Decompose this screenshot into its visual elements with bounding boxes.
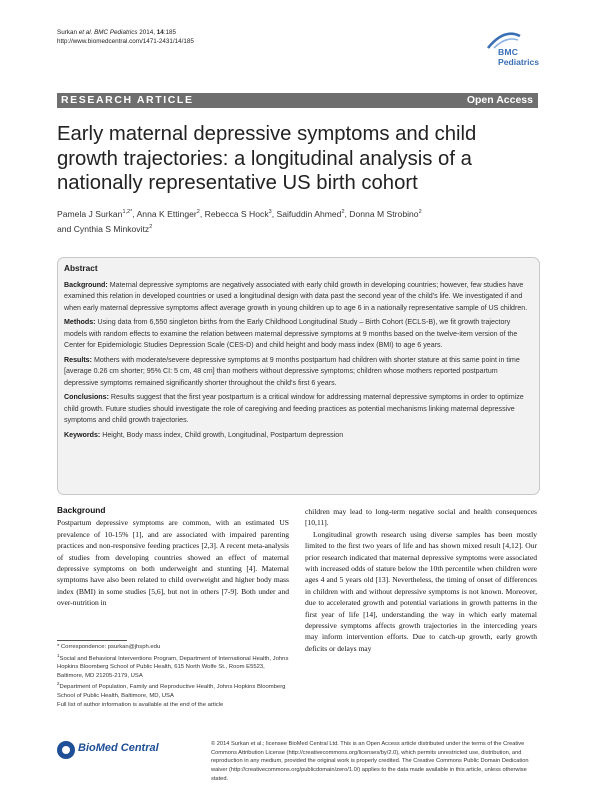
author-list: Pamela J Surkan$^{1,2*}$, Anna K Ettinger$^2$, Rebecca S Hock$^3$, Saifuddin Ahmed$^2$, Donna M Strobino$^2$ and Cynthia S Minkovitz$^2$ (57, 209, 422, 234)
abstract-methods-text: Using data from 6,550 singleton births from the Early Childhood Longitudinal Study – Birth Cohort (ECLS-B), we fit growth trajectory models with random effects to examine the relation between maternal depressive symptoms at 9 months based on the twelve-item version of the Center for Epidemiologic Studies Depression Scale (CES-D) and child height and body mass index (BMI) to age 6 years. (64, 318, 518, 350)
abstract-conclusions (64, 392, 532, 426)
abstract-background-text: Maternal depressive symptoms are negatively associated with early child growth in developing countries; however, few studies have examined this relation in developed countries or used a longitudinal design with data past the second year of the child's life. We investigated if and when early maternal depressive symptoms affect average growth in young children up to age 6 in a nationally representative sample of US children. (64, 281, 528, 312)
abstract-results-text: Mothers with moderate/severe depressive symptoms at 9 months postpartum had children with shorter stature at this same point in time [average 0.26 cm shorter; 95% CI: 5 cm, 48 cm] than mothers without depressive symptoms; children whose mothers reported postpartum depressive symptoms remained significantly shorter throughout the child's first 6 years. (64, 355, 520, 387)
article-type-banner (57, 93, 538, 108)
footnotes (57, 643, 289, 709)
biomed-central-icon (57, 741, 75, 759)
abstract-body (64, 280, 532, 445)
abstract-results-label: Results: (64, 355, 92, 364)
citation-journal: et al. BMC Pediatrics (78, 29, 138, 36)
body-column-left (57, 505, 289, 609)
background-paragraph-1: Postpartum depressive symptoms are common, with an estimated US prevalence of 10-15% [1], and are associated with impaired parenting practices and non-responsive feeding practices [2,3]. A recent meta-analysis of studies from developing countries showed an effect of maternal depressive symptoms on both underweight and stunting [4]. Maternal symptoms have also been related to child overweight and higher body mass index (BMI) in some studies [5,6], but not in others [7-9]. Both under and over-nutrition in (57, 518, 289, 608)
author-affiliation-marker: 1,2* (122, 209, 133, 215)
journal-logo-line2: Pediatrics (498, 57, 540, 67)
abstract-keywords (64, 430, 532, 441)
abstract-keywords-text: Height, Body mass index, Child growth, Longitudinal, Postpartum depression (100, 430, 344, 439)
footnote-divider (57, 640, 127, 641)
abstract-box (57, 257, 540, 495)
citation-volume: 14 (156, 29, 164, 36)
author-name: Pamela J Surkan (57, 209, 123, 219)
abstract-heading: Abstract (64, 263, 98, 273)
body-column-right (305, 506, 537, 654)
author-name: Saifuddin Ahmed (276, 209, 342, 219)
author-name: and Cynthia S Minkovitz (57, 224, 150, 234)
correspondence-email[interactable]: * Correspondence: psurkan@jhsph.edu (57, 644, 161, 650)
abstract-conclusions-text: Results suggest that the first year postpartum is a critical window for addressing maternal depressive symptoms in order to optimize child growth. Future studies should investigate the role of caregiving and feeding practices as potential mechanisms linking maternal depressive symptoms and child growth trajectories. (64, 393, 524, 425)
affiliation-1-text: Social and Behavioral Interventions Program, Department of International Health, Johns Hopkins Bloomberg School of Public Health, 615 North Wolfe St., Room E5523, Baltimore, MD 21205-2179, USA (57, 655, 289, 679)
publisher-logo (57, 738, 157, 762)
background-heading: Background (57, 505, 106, 515)
abstract-results (64, 355, 532, 389)
author-affiliation-marker: 2 (196, 209, 200, 215)
running-header (57, 29, 194, 46)
open-access-label: Open Access (466, 94, 533, 106)
background-paragraph-1-cont: children may lead to long-term negative social and health consequences [10,11]. (305, 507, 537, 528)
article-type-label: RESEARCH ARTICLE (61, 94, 194, 106)
author-name: Rebecca S Hock (204, 209, 269, 219)
journal-logo (484, 30, 544, 72)
affiliation-2-number: 2 (57, 681, 60, 687)
author-affiliation-marker: 2 (341, 209, 345, 215)
citation-line (57, 29, 194, 38)
citation-authors: Surkan (57, 29, 77, 36)
article-url[interactable]: http://www.biomedcentral.com/1471-2431/14/185 (57, 37, 194, 45)
author-affiliation-marker: 3 (268, 209, 272, 215)
author-name: Anna K Ettinger (136, 209, 197, 219)
abstract-methods (64, 317, 532, 351)
journal-logo-line1: BMC (498, 47, 519, 57)
citation-year: 2014, (137, 29, 157, 36)
citation-page: :185 (163, 29, 177, 36)
abstract-methods-label: Methods: (64, 318, 96, 327)
background-paragraph-2: Longitudinal growth research using diverse samples has been mostly limited to the first two years of life and has shown mixed result [4,12]. Our prior research indicated that maternal depressive symptoms were associated with increased odds of stature below the 10th percentile when children were ages 4 and 5 years old [13]. Nevertheless, the timing of onset of differences in children with and without depressive symptoms is not known. Moreover, due to accelerated growth and potential variations in growth patterns in the first year of life [14], understanding the way in which early maternal depressive symptoms affects growth trajectories in the interceding years may inform intervention efforts. Due to catch-up growth, early growth deficits or delays may (305, 529, 537, 653)
article-title: Early maternal depressive symptoms and child growth trajectories: a longitudinal analysis of a nationally representative US birth cohort (57, 123, 477, 194)
publisher-name: BioMed Central (78, 742, 159, 754)
abstract-keywords-label: Keywords: (64, 430, 101, 439)
author-affiliation-marker: 2 (418, 209, 422, 215)
author-name: Donna M Strobino (349, 209, 419, 219)
author-info-note: Full list of author information is available at the end of the article (57, 701, 224, 708)
affiliation-2 (57, 680, 289, 700)
abstract-background (64, 280, 532, 314)
affiliation-2-text: Department of Population, Family and Reproductive Health, Johns Hopkins Bloomberg School of Public Health, Baltimore, MD, USA (57, 684, 286, 699)
author-affiliation-marker: 2 (149, 224, 153, 230)
affiliation-1 (57, 652, 289, 681)
abstract-background-label: Background: (64, 281, 108, 289)
license-text: © 2014 Surkan et al.; licensee BioMed Central Ltd. This is an Open Access article distributed under the terms of the Creative Commons Attribution License (http://creativecommons.org/licenses/by/2.0), which permits unrestricted use, distribution, and reproduction in any medium, provided the original work is properly credited. The Creative Commons Public Domain Dedication waiver (http://creativecommons.org/publicdomain/zero/1.0/) applies to the data made available in this article, unless otherwise stated. (211, 741, 529, 782)
abstract-conclusions-label: Conclusions: (64, 393, 109, 402)
affiliation-1-number: 1 (57, 652, 60, 658)
